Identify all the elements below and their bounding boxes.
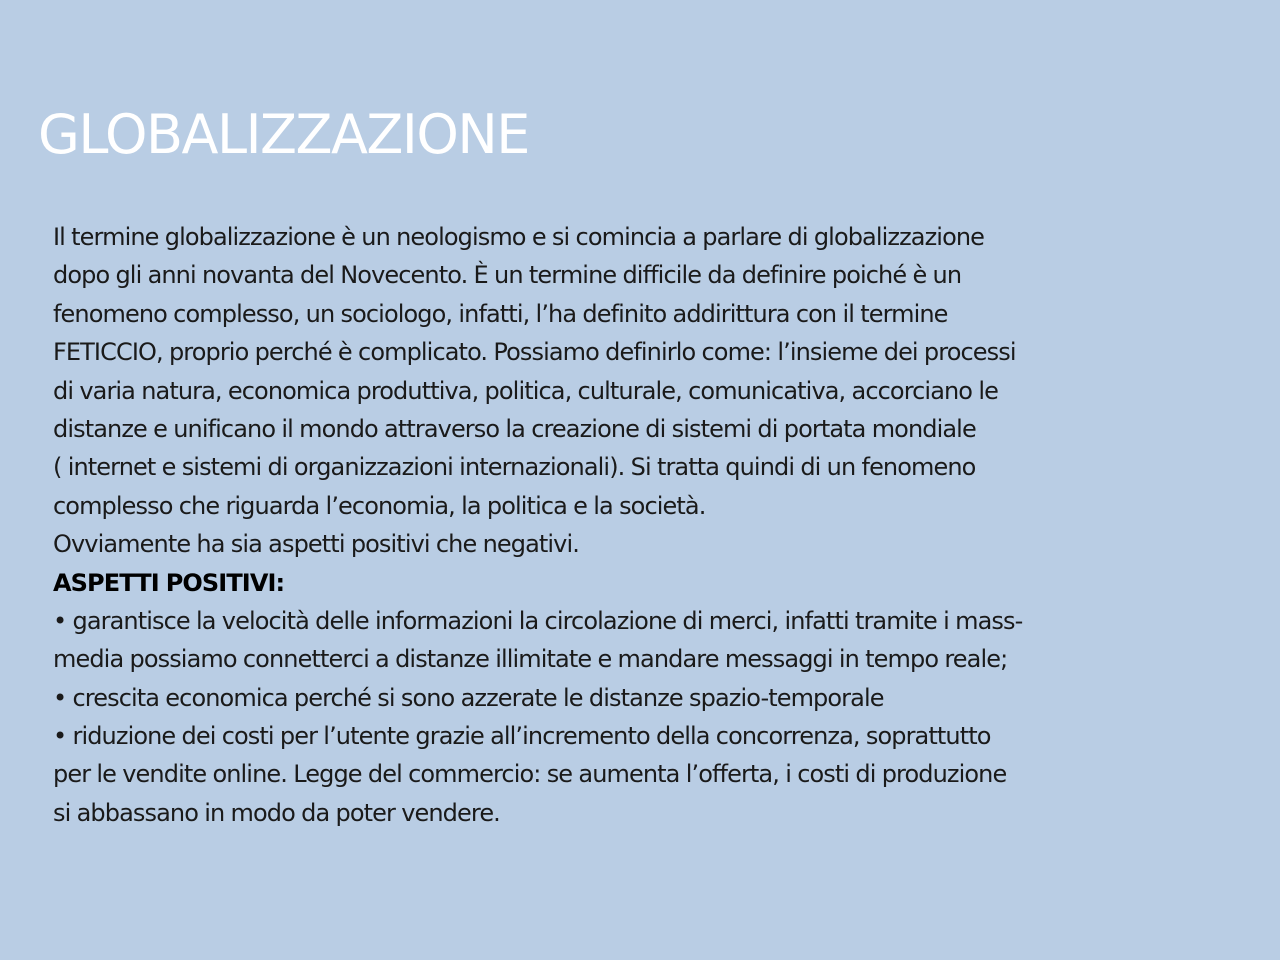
bullet-line: • garantisce la velocità delle informazioni la circolazione di merci, infatti tramite i mass- (53, 606, 1023, 635)
body-line: fenomeno complesso, un sociologo, infatti, l’ha definito addirittura con il termine (53, 299, 948, 328)
bullet-line: media possiamo connetterci a distanze illimitate e mandare messaggi in tempo reale; (53, 645, 1008, 674)
section-heading-aspetti-positivi: ASPETTI POSITIVI: (53, 568, 285, 597)
body-line: dopo gli anni novanta del Novecento. È un termine difficile da definire poiché è un (53, 261, 962, 290)
bullet-line: • crescita economica perché si sono azzerate le distanze spazio-temporale (53, 683, 884, 712)
slide-title: GLOBALIZZAZIONE (38, 103, 529, 166)
body-line: Il termine globalizzazione è un neologismo e si comincia a parlare di globalizzazione (53, 223, 985, 251)
body-line: ( internet e sistemi di organizzazioni internazionali). Si tratta quindi di un fenomeno (53, 453, 976, 482)
body-line: Ovviamente ha sia aspetti positivi che negativi. (53, 530, 579, 559)
slide-body (53, 218, 1223, 832)
body-line: distanze e unificano il mondo attraverso la creazione di sistemi di portata mondiale (53, 414, 976, 443)
bullet-line: si abbassano in modo da poter vendere. (53, 798, 500, 827)
bullet-line: per le vendite online. Legge del commercio: se aumenta l’offerta, i costi di produzione (53, 760, 1007, 789)
body-line: FETICCIO, proprio perché è complicato. Possiamo definirlo come: l’insieme dei processi (53, 338, 1016, 367)
body-line: complesso che riguarda l’economia, la politica e la società. (53, 491, 706, 520)
bullet-line: • riduzione dei costi per l’utente grazie all’incremento della concorrenza, soprattutto (53, 722, 991, 751)
body-line: di varia natura, economica produttiva, politica, culturale, comunicativa, accorciano le (53, 376, 998, 405)
